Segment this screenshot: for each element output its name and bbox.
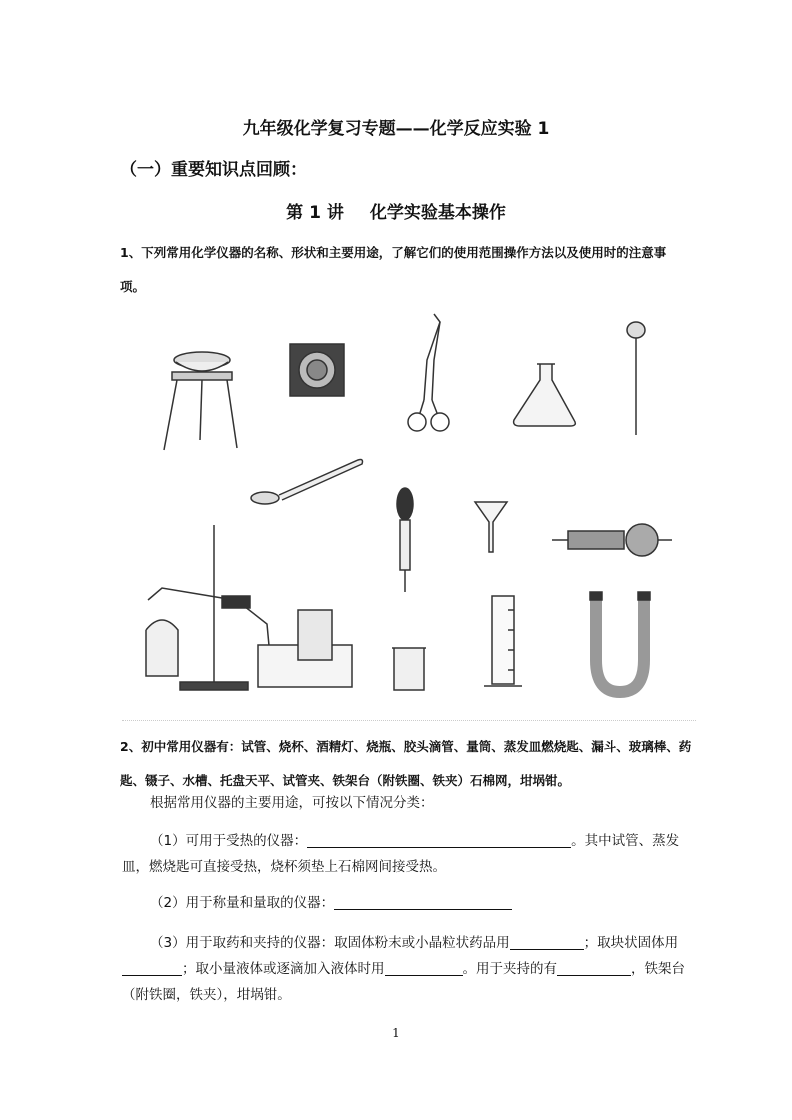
item-2-prefix: （2）用于称量和量取的仪器： (150, 895, 335, 911)
combustion-spoon-icon (627, 322, 645, 435)
conical-flask-icon (514, 364, 576, 426)
drying-tube-icon (552, 524, 672, 556)
answer-blank-4[interactable] (122, 959, 182, 976)
item-measuring-instruments (122, 890, 694, 916)
page-number: 1 (392, 1026, 400, 1040)
classification-intro: 根据常用仪器的主要用途，可按以下情况分类： (150, 795, 434, 811)
funnel-icon (475, 502, 507, 552)
answer-blank-2[interactable] (334, 893, 512, 910)
graduated-cylinder-icon (484, 596, 522, 686)
section-heading: （一）重要知识点回顾： (120, 160, 307, 180)
instrument-illustration (122, 300, 696, 720)
answer-blank-6[interactable] (557, 959, 631, 976)
lecture-number: 第 1 讲 (286, 203, 344, 223)
document-title: 九年级化学复习专题——化学反应实验 1 (242, 119, 550, 139)
tripod-with-dish-icon (164, 352, 237, 450)
item-3-part-d: 。用于夹持的有 (462, 961, 557, 977)
question-1: 1、下列常用化学仪器的名称、形状和主要用途，了解它们的使用范围操作方法以及使用时的注意事项。 (120, 245, 667, 294)
item-1-prefix: （1）可用于受热的仪器： (150, 833, 308, 849)
answer-blank-3[interactable] (510, 933, 584, 950)
item-1-suffix: 。其中试管、蒸发皿，燃烧匙可直接受热，烧杯须垫上石棉网间接受热。 (122, 833, 680, 875)
beaker-icon (392, 648, 426, 690)
asbestos-gauze-icon (290, 344, 344, 396)
answer-blank-1[interactable] (307, 831, 571, 848)
item-holding-instruments (122, 930, 694, 1008)
u-tube-icon (590, 592, 650, 692)
medicine-spoon-icon (251, 460, 363, 505)
lecture-heading (0, 198, 792, 223)
item-3-part-a: （3）用于取药和夹持的仪器：取固体粉末或小晶粒状药品用 (150, 935, 510, 951)
question-2: 2、初中常用仪器有：试管、烧杯、酒精灯、烧瓶、胶头滴管、量筒、蒸发皿燃烧匙、漏斗、玻璃棒、药匙、镊子、水槽、托盘天平、试管夹、铁架台（附铁圈、铁夹）石棉网，坩埚钳。 (120, 739, 692, 788)
answer-blank-5[interactable] (385, 959, 463, 976)
item-3-part-c: ；取小量液体或逐滴加入液体时用 (182, 961, 385, 977)
dropper-icon (397, 488, 413, 592)
item-3-part-e: ，铁架台（附铁圈，铁夹），坩埚钳。 (122, 961, 685, 1003)
item-heatable-instruments (122, 828, 694, 880)
instrument-figure (122, 300, 696, 721)
gas-generation-apparatus-icon (146, 525, 352, 690)
crucible-tongs-icon (408, 314, 449, 431)
lecture-name: 化学实验基本操作 (369, 203, 506, 223)
item-3-part-b: ；取块状固体用 (583, 935, 679, 951)
